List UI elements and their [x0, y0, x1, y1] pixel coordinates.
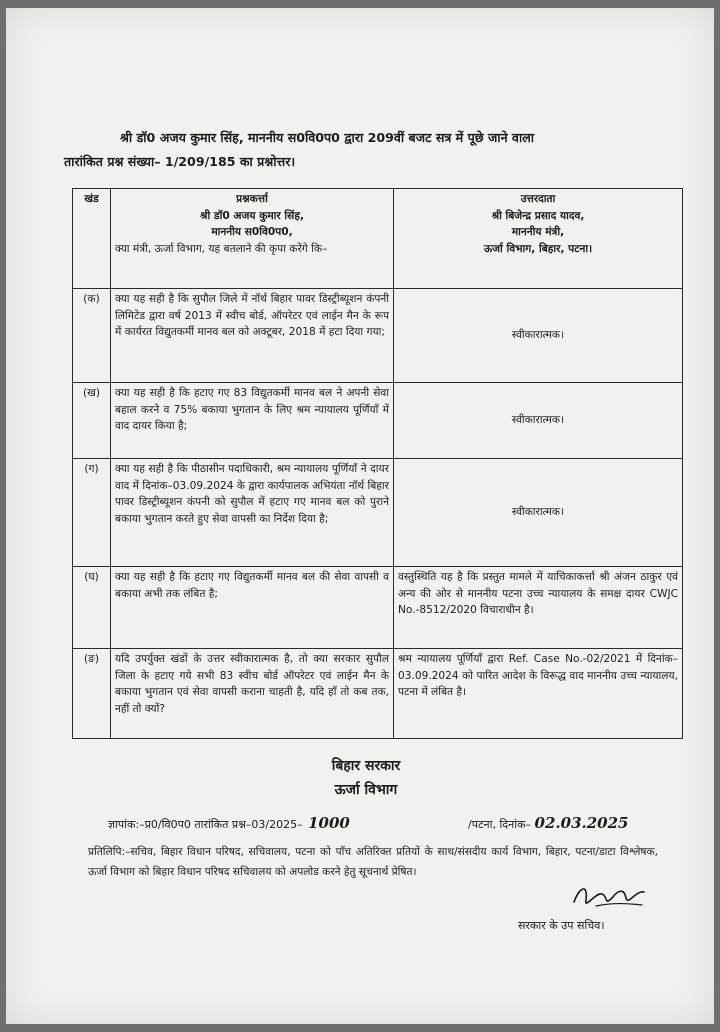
row-question: क्या यह सही है कि पीठासीन पदाधिकारी, श्रम न्यायालय पूर्णियाँ ने दायर वाद में दिनांक–03.09.2024 के द्वारा कार्यपालक अभियंता नॉर्थ बिहार पावर डिस्ट्रीब्यूशन कंपनी को सुपौल में हटाए गए मानव बल को पुराने बकाया भुगतान करते हुए सेवा वापसी का निर्देश दिया है;	[111, 459, 394, 567]
row-answer: स्वीकारात्मक।	[394, 289, 683, 383]
place-date-prefix: /पटना, दिनांक–	[468, 818, 532, 831]
table-row	[73, 567, 683, 649]
asker-designation: माननीय स0वि0प0,	[211, 226, 293, 239]
row-answer: श्रम न्यायालय पूर्णियाँ द्वारा Ref. Case No.-02/2021 में दिनांक–03.09.2024 को पारित आदेश के विरूद्ध वाद माननीय उच्च न्यायालय, पटना में लंबित है।	[394, 649, 683, 739]
table-row	[73, 649, 683, 739]
memo-number: 1000	[308, 814, 350, 832]
row-label: (ख)	[73, 383, 111, 459]
row-question: यदि उपर्युक्त खंडों के उत्तर स्वीकारात्मक है, तो क्या सरकार सुपौल जिला के हटाए गये सभी 83 स्वीच बोर्ड ऑपरेटर एवं लाईन मैन के बकाया भुगतान एवं सेवा वापसी कराना चाहती है, यदि हाँ तो कब तक, नहीं तो क्यों?	[111, 649, 394, 739]
responder-name: श्री बिजेन्द्र प्रसाद यादव,	[491, 209, 585, 222]
row-answer: स्वीकारात्मक।	[394, 383, 683, 459]
row-label: (ङ)	[73, 649, 111, 739]
intro-line-1: श्री डॉ0 अजय कुमार सिंह, माननीय स0वि0प0 द्वारा 209वीं बजट सत्र में पूछे जाने वाला	[120, 130, 535, 145]
responder-title: उत्तरदाता	[520, 193, 556, 205]
question-answer-table	[72, 188, 683, 739]
table-row	[73, 459, 683, 567]
signatory-designation: सरकार के उप सचिव।	[518, 919, 605, 932]
memo-prefix: ज्ञापांक:–प्र0/वि0प0 तारांकित प्रश्न–03/2025–	[108, 818, 303, 831]
row-label: (क)	[73, 289, 111, 383]
row-label: (घ)	[73, 567, 111, 649]
row-label: (ग)	[73, 459, 111, 567]
handwritten-signature	[566, 876, 656, 916]
copy-distribution-text: प्रतिलिपि:–सचिव, बिहार विधान परिषद, सचिवालय, पटना को पाँच अतिरिक्त प्रतियों के साथ/संसदीय कार्य विभाग, बिहार, पटना/डाटा विश्लेषक, ऊर्जा विभाग को बिहार विधान परिषद सचिवालय को अपलोड करने हेतु सूचनार्थ प्रेषित।	[88, 846, 658, 878]
government-name: बिहार सरकार	[331, 758, 401, 774]
memo-date: 02.03.2025	[534, 814, 629, 832]
table-row	[73, 289, 683, 383]
asker-title: प्रश्नकर्त्ता	[236, 193, 268, 205]
header-responder	[394, 189, 683, 289]
row-answer: वस्तुस्थिति यह है कि प्रस्तुत मामले में याचिकाकर्त्ता श्री अंजन ठाकुर एवं अन्य की ओर से माननीय पटना उच्च न्यायालय के समक्ष दायर CWJC No.-8512/2020 विचाराधीन है।	[394, 567, 683, 649]
table-row	[73, 383, 683, 459]
document-page	[6, 8, 714, 1024]
document-intro	[64, 126, 684, 174]
intro-line-2: तारांकित प्रश्न संख्या– 1/209/185 का प्रश्नोत्तर।	[64, 154, 296, 169]
row-answer: स्वीकारात्मक।	[394, 459, 683, 567]
memo-line	[108, 814, 350, 832]
responder-designation: माननीय मंत्री,	[511, 226, 565, 239]
row-question: क्या यह सही है कि हटाए गए विद्युतकर्मी मानव बल की सेवा वापसी व बकाया अभी तक लंबित है;	[111, 567, 394, 649]
asker-question: क्या मंत्री, ऊर्जा विभाग, यह बतलाने की कृपा करेंगे कि–	[115, 242, 328, 255]
row-question: क्या यह सही है कि हटाए गए 83 विद्युतकर्मी मानव बल ने अपनी सेवा बहाल करने व 75% बकाया भुगतान के लिए श्रम न्यायालय पूर्णियाँ में वाद दायर किया है;	[111, 383, 394, 459]
table-header-row	[73, 189, 683, 289]
header-khand: खंड	[73, 189, 111, 289]
header-asker	[111, 189, 394, 289]
department-name: ऊर्जा विभाग	[334, 782, 398, 798]
row-question: क्या यह सही है कि सुपौल जिले में नॉर्थ बिहार पावर डिस्ट्रीब्यूशन कंपनी लिमिटेड द्वारा वर्ष 2013 में स्वीच बोर्ड, ऑपरेटर एवं लाईन मैन के रूप में कार्यरत विद्युतकर्मी मानव बल को अक्टूबर, 2018 में हटा दिया गया;	[111, 289, 394, 383]
responder-department: ऊर्जा विभाग, बिहार, पटना।	[483, 242, 593, 255]
place-date-line	[468, 814, 629, 832]
asker-name: श्री डॉ0 अजय कुमार सिंह,	[200, 209, 304, 222]
